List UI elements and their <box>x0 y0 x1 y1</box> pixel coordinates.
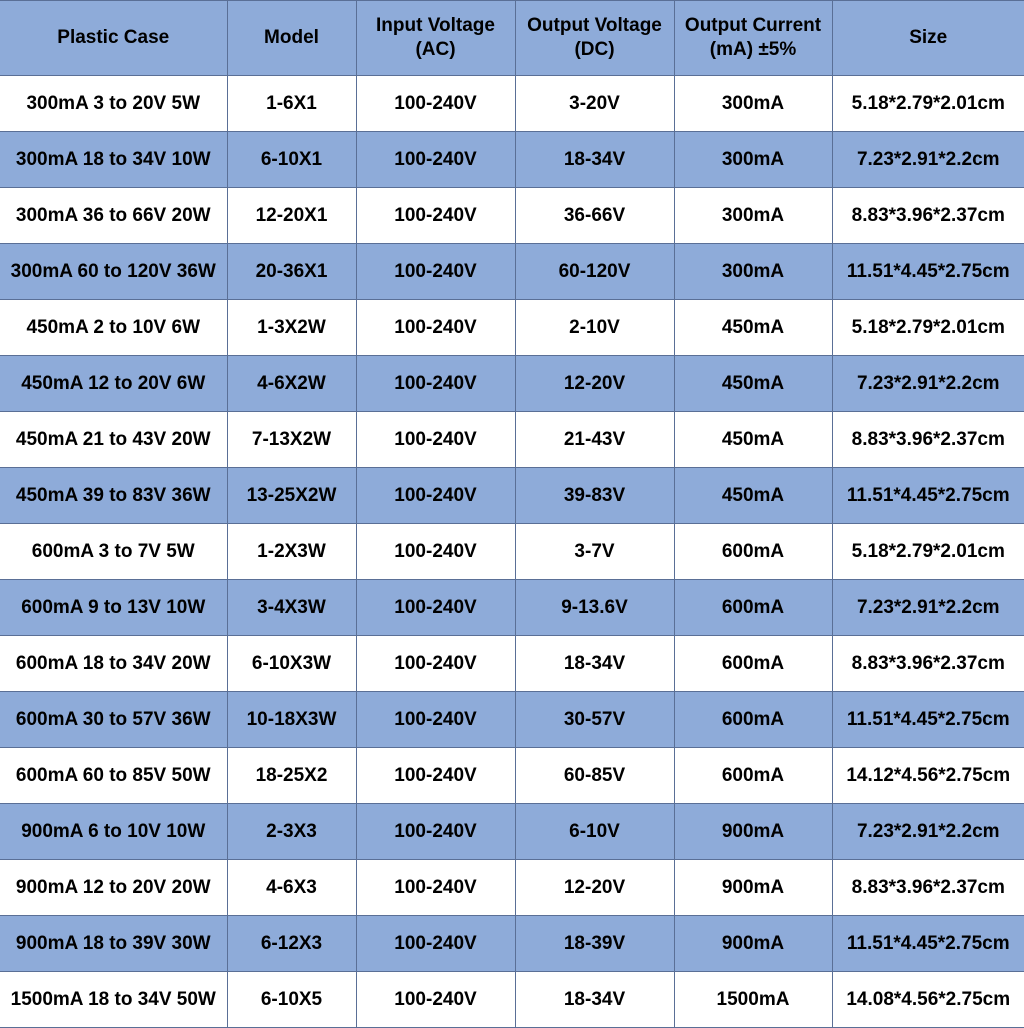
cell-model: 6-10X1 <box>227 132 356 188</box>
table-row <box>0 972 1024 1028</box>
cell-plastic-case: 600mA 18 to 34V 20W <box>0 636 227 692</box>
cell-input-voltage: 100-240V <box>356 580 515 636</box>
cell-input-voltage: 100-240V <box>356 412 515 468</box>
cell-input-voltage: 100-240V <box>356 300 515 356</box>
table-row <box>0 636 1024 692</box>
cell-input-voltage: 100-240V <box>356 860 515 916</box>
cell-output-current: 600mA <box>674 580 832 636</box>
cell-size: 8.83*3.96*2.37cm <box>832 188 1024 244</box>
cell-size: 8.83*3.96*2.37cm <box>832 860 1024 916</box>
cell-model: 3-4X3W <box>227 580 356 636</box>
table-row <box>0 412 1024 468</box>
cell-size: 11.51*4.45*2.75cm <box>832 692 1024 748</box>
cell-output-current: 900mA <box>674 916 832 972</box>
cell-size: 5.18*2.79*2.01cm <box>832 524 1024 580</box>
cell-output-current: 300mA <box>674 244 832 300</box>
header-output-current: Output Current (mA) ±5% <box>674 1 832 76</box>
cell-output-current: 600mA <box>674 636 832 692</box>
cell-input-voltage: 100-240V <box>356 132 515 188</box>
cell-plastic-case: 900mA 18 to 39V 30W <box>0 916 227 972</box>
cell-model: 20-36X1 <box>227 244 356 300</box>
table-row <box>0 748 1024 804</box>
cell-plastic-case: 600mA 3 to 7V 5W <box>0 524 227 580</box>
cell-output-voltage: 3-7V <box>515 524 674 580</box>
cell-size: 11.51*4.45*2.75cm <box>832 468 1024 524</box>
table-row <box>0 916 1024 972</box>
cell-size: 5.18*2.79*2.01cm <box>832 300 1024 356</box>
cell-model: 13-25X2W <box>227 468 356 524</box>
cell-size: 14.12*4.56*2.75cm <box>832 748 1024 804</box>
cell-plastic-case: 450mA 39 to 83V 36W <box>0 468 227 524</box>
cell-input-voltage: 100-240V <box>356 188 515 244</box>
table-row <box>0 300 1024 356</box>
table-row <box>0 524 1024 580</box>
cell-plastic-case: 300mA 18 to 34V 10W <box>0 132 227 188</box>
header-model: Model <box>227 1 356 76</box>
cell-output-voltage: 18-34V <box>515 636 674 692</box>
cell-input-voltage: 100-240V <box>356 916 515 972</box>
cell-output-voltage: 60-120V <box>515 244 674 300</box>
header-input-voltage: Input Voltage (AC) <box>356 1 515 76</box>
cell-output-current: 1500mA <box>674 972 832 1028</box>
cell-output-voltage: 21-43V <box>515 412 674 468</box>
cell-model: 6-10X3W <box>227 636 356 692</box>
cell-model: 12-20X1 <box>227 188 356 244</box>
cell-plastic-case: 600mA 9 to 13V 10W <box>0 580 227 636</box>
cell-input-voltage: 100-240V <box>356 356 515 412</box>
cell-plastic-case: 1500mA 18 to 34V 50W <box>0 972 227 1028</box>
cell-output-current: 900mA <box>674 860 832 916</box>
cell-input-voltage: 100-240V <box>356 972 515 1028</box>
header-row <box>0 1 1024 76</box>
cell-model: 1-2X3W <box>227 524 356 580</box>
cell-plastic-case: 300mA 36 to 66V 20W <box>0 188 227 244</box>
cell-output-current: 900mA <box>674 804 832 860</box>
cell-output-current: 300mA <box>674 132 832 188</box>
cell-plastic-case: 300mA 60 to 120V 36W <box>0 244 227 300</box>
cell-output-voltage: 30-57V <box>515 692 674 748</box>
cell-model: 1-3X2W <box>227 300 356 356</box>
cell-plastic-case: 900mA 12 to 20V 20W <box>0 860 227 916</box>
cell-model: 1-6X1 <box>227 76 356 132</box>
cell-model: 2-3X3 <box>227 804 356 860</box>
cell-output-voltage: 18-39V <box>515 916 674 972</box>
cell-output-current: 300mA <box>674 188 832 244</box>
cell-output-voltage: 36-66V <box>515 188 674 244</box>
cell-size: 14.08*4.56*2.75cm <box>832 972 1024 1028</box>
cell-input-voltage: 100-240V <box>356 636 515 692</box>
cell-size: 7.23*2.91*2.2cm <box>832 356 1024 412</box>
table-row <box>0 188 1024 244</box>
cell-plastic-case: 600mA 60 to 85V 50W <box>0 748 227 804</box>
cell-model: 18-25X2 <box>227 748 356 804</box>
cell-input-voltage: 100-240V <box>356 748 515 804</box>
cell-output-current: 450mA <box>674 300 832 356</box>
cell-size: 8.83*3.96*2.37cm <box>832 636 1024 692</box>
cell-size: 11.51*4.45*2.75cm <box>832 916 1024 972</box>
cell-size: 7.23*2.91*2.2cm <box>832 580 1024 636</box>
cell-output-voltage: 6-10V <box>515 804 674 860</box>
cell-model: 4-6X2W <box>227 356 356 412</box>
cell-output-voltage: 18-34V <box>515 972 674 1028</box>
cell-plastic-case: 300mA 3 to 20V 5W <box>0 76 227 132</box>
header-size: Size <box>832 1 1024 76</box>
cell-model: 6-12X3 <box>227 916 356 972</box>
cell-input-voltage: 100-240V <box>356 524 515 580</box>
cell-plastic-case: 600mA 30 to 57V 36W <box>0 692 227 748</box>
table-row <box>0 356 1024 412</box>
cell-plastic-case: 450mA 12 to 20V 6W <box>0 356 227 412</box>
cell-input-voltage: 100-240V <box>356 76 515 132</box>
cell-output-current: 450mA <box>674 356 832 412</box>
cell-output-voltage: 9-13.6V <box>515 580 674 636</box>
cell-size: 7.23*2.91*2.2cm <box>832 132 1024 188</box>
table-row <box>0 132 1024 188</box>
cell-input-voltage: 100-240V <box>356 804 515 860</box>
cell-input-voltage: 100-240V <box>356 692 515 748</box>
cell-size: 7.23*2.91*2.2cm <box>832 804 1024 860</box>
cell-output-current: 450mA <box>674 468 832 524</box>
cell-output-current: 450mA <box>674 412 832 468</box>
cell-size: 11.51*4.45*2.75cm <box>832 244 1024 300</box>
cell-model: 7-13X2W <box>227 412 356 468</box>
cell-output-voltage: 39-83V <box>515 468 674 524</box>
table-row <box>0 692 1024 748</box>
cell-output-voltage: 3-20V <box>515 76 674 132</box>
cell-output-current: 600mA <box>674 692 832 748</box>
cell-output-current: 300mA <box>674 76 832 132</box>
cell-output-voltage: 12-20V <box>515 356 674 412</box>
cell-size: 8.83*3.96*2.37cm <box>832 412 1024 468</box>
table-row <box>0 860 1024 916</box>
cell-output-voltage: 2-10V <box>515 300 674 356</box>
cell-model: 6-10X5 <box>227 972 356 1028</box>
table-row <box>0 804 1024 860</box>
cell-output-voltage: 60-85V <box>515 748 674 804</box>
cell-plastic-case: 450mA 21 to 43V 20W <box>0 412 227 468</box>
table-row <box>0 468 1024 524</box>
table-row <box>0 76 1024 132</box>
cell-plastic-case: 900mA 6 to 10V 10W <box>0 804 227 860</box>
cell-input-voltage: 100-240V <box>356 244 515 300</box>
cell-output-voltage: 12-20V <box>515 860 674 916</box>
cell-output-current: 600mA <box>674 748 832 804</box>
cell-model: 10-18X3W <box>227 692 356 748</box>
header-output-voltage: Output Voltage (DC) <box>515 1 674 76</box>
cell-input-voltage: 100-240V <box>356 468 515 524</box>
cell-size: 5.18*2.79*2.01cm <box>832 76 1024 132</box>
cell-plastic-case: 450mA 2 to 10V 6W <box>0 300 227 356</box>
header-plastic-case: Plastic Case <box>0 1 227 76</box>
cell-output-current: 600mA <box>674 524 832 580</box>
cell-output-voltage: 18-34V <box>515 132 674 188</box>
cell-model: 4-6X3 <box>227 860 356 916</box>
table-row <box>0 244 1024 300</box>
table-row <box>0 580 1024 636</box>
